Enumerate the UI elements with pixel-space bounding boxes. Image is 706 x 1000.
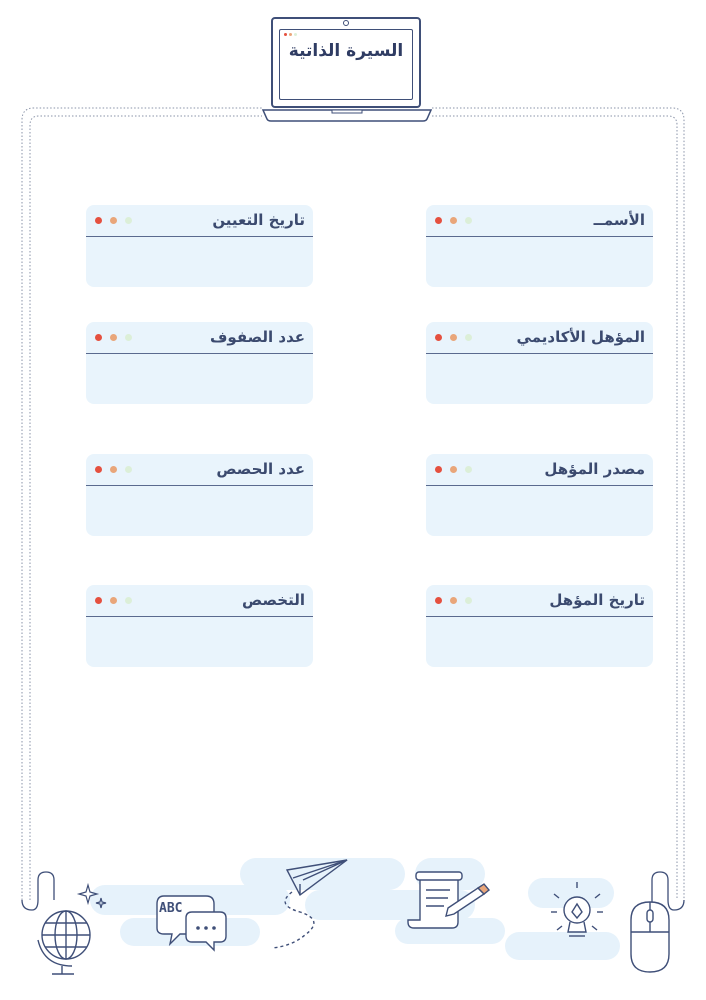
field-card-qualification-source — [426, 454, 653, 536]
field-card-specialization — [86, 585, 313, 667]
field-card-name — [426, 205, 653, 287]
mouse-icon — [631, 902, 669, 972]
field-label-specialization: التخصص — [242, 591, 305, 609]
card-header — [86, 454, 313, 486]
bottom-illustration — [0, 840, 706, 1000]
window-dots — [435, 334, 472, 341]
field-label-appointment-date: تاريخ التعيين — [212, 211, 305, 229]
field-card-lessons-count — [86, 454, 313, 536]
laptop-screen — [271, 17, 421, 108]
field-label-lessons-count: عدد الحصص — [216, 460, 305, 478]
field-card-appointment-date — [86, 205, 313, 287]
camera-icon — [343, 20, 349, 26]
card-header — [86, 585, 313, 617]
window-dots — [95, 217, 132, 224]
field-label-qualification-date: تاريخ المؤهل — [549, 591, 645, 609]
card-header — [426, 322, 653, 354]
field-label-qualification: المؤهل الأكاديمي — [516, 328, 645, 346]
abc-text: ABC — [159, 901, 183, 916]
field-card-qualification-date — [426, 585, 653, 667]
window-dots — [284, 33, 297, 36]
globe-icon — [38, 911, 90, 974]
page-title: السيرة الذاتية — [288, 41, 404, 61]
field-card-classes-count — [86, 322, 313, 404]
laptop-base — [262, 108, 432, 122]
laptop-display — [279, 29, 413, 100]
card-header — [426, 205, 653, 237]
card-header — [426, 585, 653, 617]
card-header — [86, 322, 313, 354]
field-label-name: الأسمــ — [593, 211, 645, 229]
field-label-qualification-source: مصدر المؤهل — [544, 460, 645, 478]
window-dots — [95, 466, 132, 473]
card-header — [86, 205, 313, 237]
window-dots — [435, 597, 472, 604]
field-card-qualification — [426, 322, 653, 404]
card-header — [426, 454, 653, 486]
window-dots — [95, 334, 132, 341]
window-dots — [435, 466, 472, 473]
window-dots — [95, 597, 132, 604]
field-label-classes-count: عدد الصفوف — [209, 328, 305, 346]
window-dots — [435, 217, 472, 224]
